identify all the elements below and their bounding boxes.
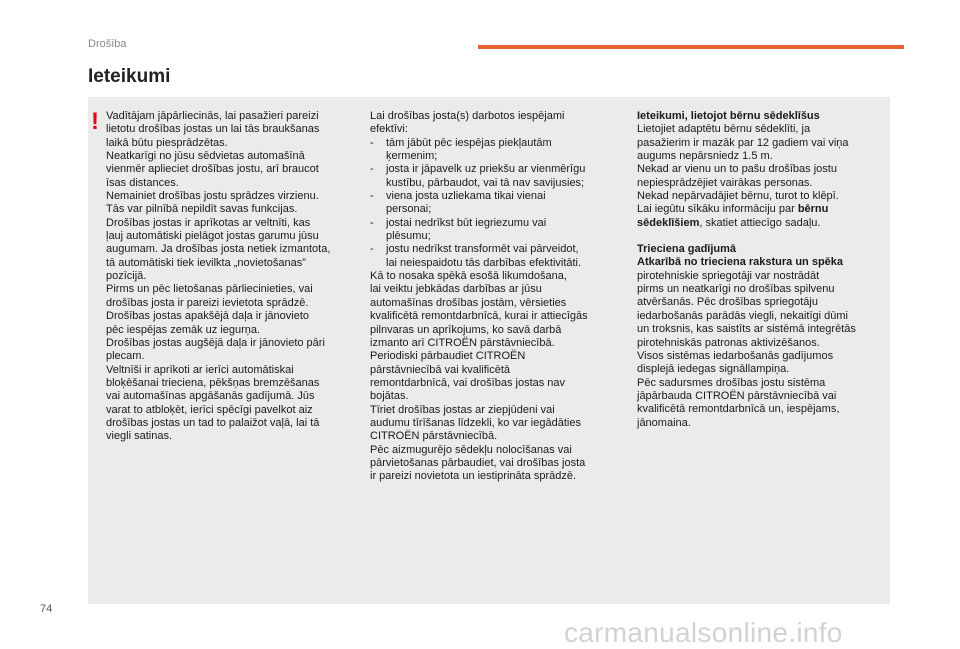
text-line: displejā iedegas signāllampiņa. <box>637 363 790 376</box>
page-number: 74 <box>40 603 53 615</box>
text-line: lai neiespaidotu tās darbības efektivitāti. <box>386 256 582 269</box>
text-line: pilnvaras un aprīkojums, ko savā darbā <box>370 323 562 336</box>
column-seatbelt-usage <box>370 110 622 484</box>
list-item <box>370 163 622 190</box>
list-item <box>370 243 622 270</box>
dash-bullet: - <box>370 243 374 256</box>
section-label: Drošība <box>88 38 127 50</box>
text-line: laikā būtu piesprādzētas. <box>106 136 228 149</box>
text-line: vienmēr aplieciet drošības jostu, arī braucot <box>106 163 319 176</box>
text-line: pirms un neatkarīgi no drošības spilvenu <box>637 283 835 296</box>
text-line: lietotu drošības jostas un lai tās braukšanas <box>106 123 320 136</box>
list-item-text <box>386 190 546 217</box>
text-line: ķermenim; <box>386 150 438 163</box>
text-line: Pēc aizmugurējo sēdekļu nolocīšanas vai <box>370 443 572 456</box>
text-line: jostu nedrīkst transformēt vai pārveidot, <box>386 243 579 256</box>
text-line: Nemainiet drošības jostu sprādzes virzienu. <box>106 190 319 203</box>
watermark: carmanualsonline.info <box>564 617 843 648</box>
text-line: pēc iespējas zemāk uz iegurņa. <box>106 323 261 336</box>
intro-line: efektīvi: <box>370 123 408 136</box>
text-line: varat to atbloķēt, ierīci spēcīgi pavelkot aiz <box>106 403 313 416</box>
child-seats-text <box>637 123 887 203</box>
dash-bullet: - <box>370 216 374 229</box>
list-item-text <box>386 243 581 270</box>
text-line: drošības jostas un tad to palaižot vaļā, lai tā <box>106 416 320 429</box>
warning-text <box>106 110 358 444</box>
text-line: ir pareizi novietota un iestiprināta sprādzē. <box>370 470 577 483</box>
list-item-text <box>386 163 585 190</box>
bold-span: sēdeklīšiem <box>637 216 700 229</box>
usage-text <box>370 270 622 484</box>
bold-span: bērnu <box>797 203 829 216</box>
text-line: pasažierim ir mazāk par 12 gadiem vai viņa <box>637 136 849 149</box>
text-line: Drošības jostas apakšējā daļa ir jānovieto <box>106 310 310 323</box>
section-heading-child-seats: Ieteikumi, lietojot bērnu sēdeklīšus <box>637 110 820 122</box>
text-span: Lai iegūtu sīkāku informāciju par <box>637 203 798 216</box>
text-line: Lietojiet adaptētu bērnu sēdeklīti, ja <box>637 123 811 136</box>
text-line: tā automātiski tiek ievilkta „novietošanas” <box>106 256 306 269</box>
text-line: lai veiktu jebkādas darbības ar jūsu <box>370 283 542 296</box>
text-line: Neatkarīgi no jūsu sēdvietas automašīnā <box>106 150 305 163</box>
text-line: Pēc sadursmes drošības jostu sistēma <box>637 376 826 389</box>
text-line: augumam. Ja drošības josta netiek izmantota, <box>106 243 331 256</box>
text-line: Drošības jostas ir aprīkotas ar veltnīti, kas <box>106 216 311 229</box>
text-line: īsas distances. <box>106 176 179 189</box>
header-accent-bar <box>478 45 904 49</box>
spacer <box>637 230 887 243</box>
text-line: viegli satinas. <box>106 430 173 443</box>
text-line: Vadītājam jāpārliecinās, lai pasažieri pareizi <box>106 110 319 122</box>
text-line: kvalificētā remontdarbnīcā un, iespējams, <box>637 403 840 416</box>
text-line <box>637 203 887 216</box>
text-line: izmanto arī CITROËN pārstāvniecībā. <box>370 336 555 349</box>
dash-bullet: - <box>370 190 374 203</box>
text-line: atvēršanās. Pēc drošības spriegotāju <box>637 296 818 309</box>
text-line: Kā to nosaka spēkā esošā likumdošana, <box>370 270 567 283</box>
impact-subheading: Atkarībā no trieciena rakstura un spēka <box>637 256 844 269</box>
text-line: jāpārbauda CITROËN pārstāvniecībā vai <box>637 389 837 402</box>
text-line: Nekad ar vienu un to pašu drošības jostu <box>637 163 837 176</box>
list-item <box>370 137 622 164</box>
text-line: vai automašīnas apgāšanās gadījumā. Jūs <box>106 390 315 403</box>
text-line: tām jābūt pēc iespējas piekļautām <box>386 136 552 149</box>
text-line: viena josta uzliekama tikai vienai <box>386 190 546 203</box>
text-line: Drošības jostas augšējā daļa ir jānovieto pāri <box>106 336 325 349</box>
text-line: kustību, pārbaudot, vai tā nav savijusies; <box>386 176 585 189</box>
text-line: audumu tīrīšanas līdzekli, ko var iegādāties <box>370 416 581 429</box>
text-line: bloķēšanai trieciena, pēkšņas bremzēšanas <box>106 376 320 389</box>
list-item <box>370 217 622 244</box>
text-line: plecam. <box>106 350 145 363</box>
text-line: pirotehniskie spriegotāji var nostrādāt <box>637 269 820 282</box>
text-line: drošības josta ir pareizi ievietota sprādzē. <box>106 296 309 309</box>
list-item-text <box>386 137 552 164</box>
text-line: personai; <box>386 203 432 216</box>
text-line: jostai nedrīkst būt iegriezumu vai <box>386 216 547 229</box>
section-heading-impact: Trieciena gadījumā <box>637 243 737 256</box>
page-title: Ieteikumi <box>88 66 171 87</box>
text-line: remontdarbnīcā, vai drošības jostas nav <box>370 376 566 389</box>
text-line: Visos sistēmas iedarbošanās gadījumos <box>637 349 834 362</box>
list-item <box>370 190 622 217</box>
bullet-list <box>370 137 622 270</box>
dash-bullet: - <box>370 163 374 176</box>
intro-line: Lai drošības josta(s) darbotos iespējami <box>370 110 565 122</box>
impact-text <box>637 270 887 430</box>
text-line: jānomaina. <box>637 416 691 429</box>
text-line: pozīcijā. <box>106 270 147 283</box>
text-span: , skatiet attiecīgo sadaļu. <box>699 216 821 229</box>
text-line: iedarbošanās parādās viegli, nekaitīgi dūmi <box>637 309 848 322</box>
text-line: Veltnīši ir aprīkoti ar ierīci automātiskai <box>106 363 294 376</box>
text-line: pārstāvniecībā vai kvalificētā <box>370 363 511 376</box>
text-line: bojātas. <box>370 390 409 403</box>
column-seatbelt-warning <box>106 110 358 444</box>
text-line: augums nepārsniedz 1.5 m. <box>637 150 773 163</box>
text-line <box>637 217 887 230</box>
text-line: automašīnas drošības jostām, vērsieties <box>370 296 567 309</box>
text-line: pirotehniskās patronas aktivizēšanos. <box>637 336 820 349</box>
column-child-seats <box>637 110 887 430</box>
text-line: ļauj automātiski pielāgot jostas garumu jūsu <box>106 230 319 243</box>
text-line: CITROËN pārstāvniecībā. <box>370 430 498 443</box>
text-line: kvalificētā remontdarbnīcā, kurai ir attiecīgās <box>370 310 588 323</box>
text-line: plēsumu; <box>386 230 431 243</box>
list-item-text <box>386 217 546 244</box>
text-line: Tās var pilnībā nepildīt savas funkcijas. <box>106 203 298 216</box>
text-line: Nekad nepārvadājiet bērnu, turot to klēpī. <box>637 190 839 203</box>
text-line: pārvietošanas pārbaudiet, vai drošības josta <box>370 456 586 469</box>
text-line: Tīriet drošības jostas ar ziepjūdeni vai <box>370 403 555 416</box>
text-line: josta ir jāpavelk uz priekšu ar vienmērīgu <box>386 163 586 176</box>
text-line: un troksnis, kas saistīts ar sistēmā integrētās <box>637 323 856 336</box>
text-line: nepiesprādzējiet vairākas personas. <box>637 176 813 189</box>
text-line: Pirms un pēc lietošanas pārliecinieties, vai <box>106 283 313 296</box>
text-line: Periodiski pārbaudiet CITROËN <box>370 350 526 363</box>
dash-bullet: - <box>370 136 374 149</box>
warning-exclamation-icon: ! <box>91 108 99 135</box>
